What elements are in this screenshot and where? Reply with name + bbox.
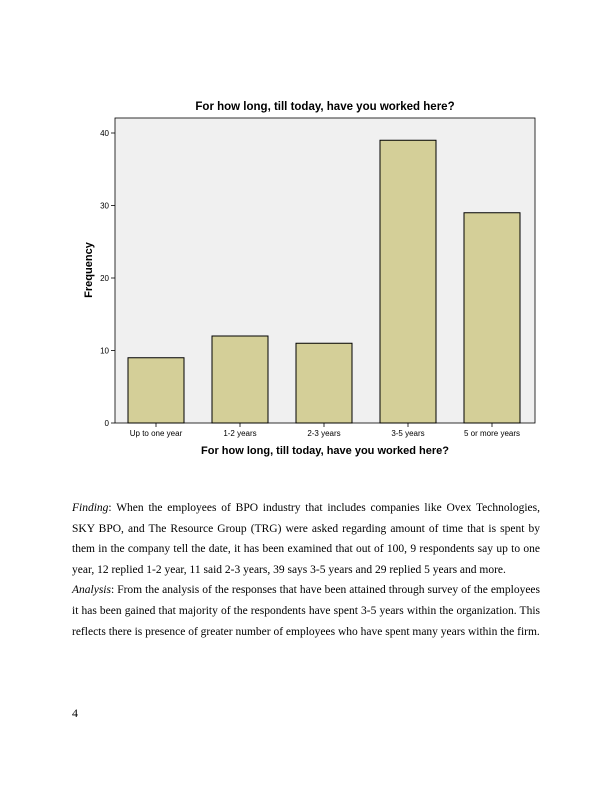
analysis-label: Analysis — [72, 584, 111, 597]
y-tick-label: 10 — [100, 346, 109, 356]
bar — [380, 140, 436, 423]
bar — [296, 343, 352, 423]
x-tick-label: 3-5 years — [391, 429, 425, 438]
x-tick-label: Up to one year — [129, 429, 183, 438]
bar — [464, 213, 520, 423]
y-tick-label: 30 — [100, 201, 109, 211]
finding-text: : When the employees of BPO industry that includes companies like Ovex Technologies, SKY BPO, and The Resource Group (TRG) were asked regarding amount of time that is spent by them in the company tell the date, it has been examined that out of 100, 9 respondents say up to one year, 12 replied 1-2 year, 11 said 2-3 years, 39 says 3-5 years and 29 replied 5 years and more. — [72, 502, 540, 576]
analysis-paragraph — [72, 580, 540, 642]
bar — [212, 336, 268, 423]
x-tick-label: 2-3 years — [307, 429, 341, 438]
y-tick-label: 0 — [104, 419, 109, 428]
y-tick-label: 40 — [100, 129, 109, 138]
x-axis-title: For how long, till today, have you worked here? — [201, 445, 449, 457]
finding-paragraph — [72, 498, 540, 580]
page-number: 4 — [72, 706, 78, 720]
analysis-text: : From the analysis of the responses that have been attained through survey of the employees it has been gained that majority of the respondents have spent 3-5 years within the organization. This reflects there is presence of greater number of employees who have spent many years within the firm. — [72, 584, 540, 638]
y-tick-label: 20 — [100, 274, 109, 283]
body-text — [72, 498, 540, 642]
finding-label: Finding — [72, 502, 109, 514]
y-axis-title: Frequency — [83, 242, 95, 298]
x-tick-label: 1-2 years — [223, 429, 257, 438]
chart-title: For how long, till today, have you worked here? — [195, 101, 455, 113]
bar — [128, 358, 184, 423]
x-tick-label: 5 or more years — [463, 429, 521, 438]
